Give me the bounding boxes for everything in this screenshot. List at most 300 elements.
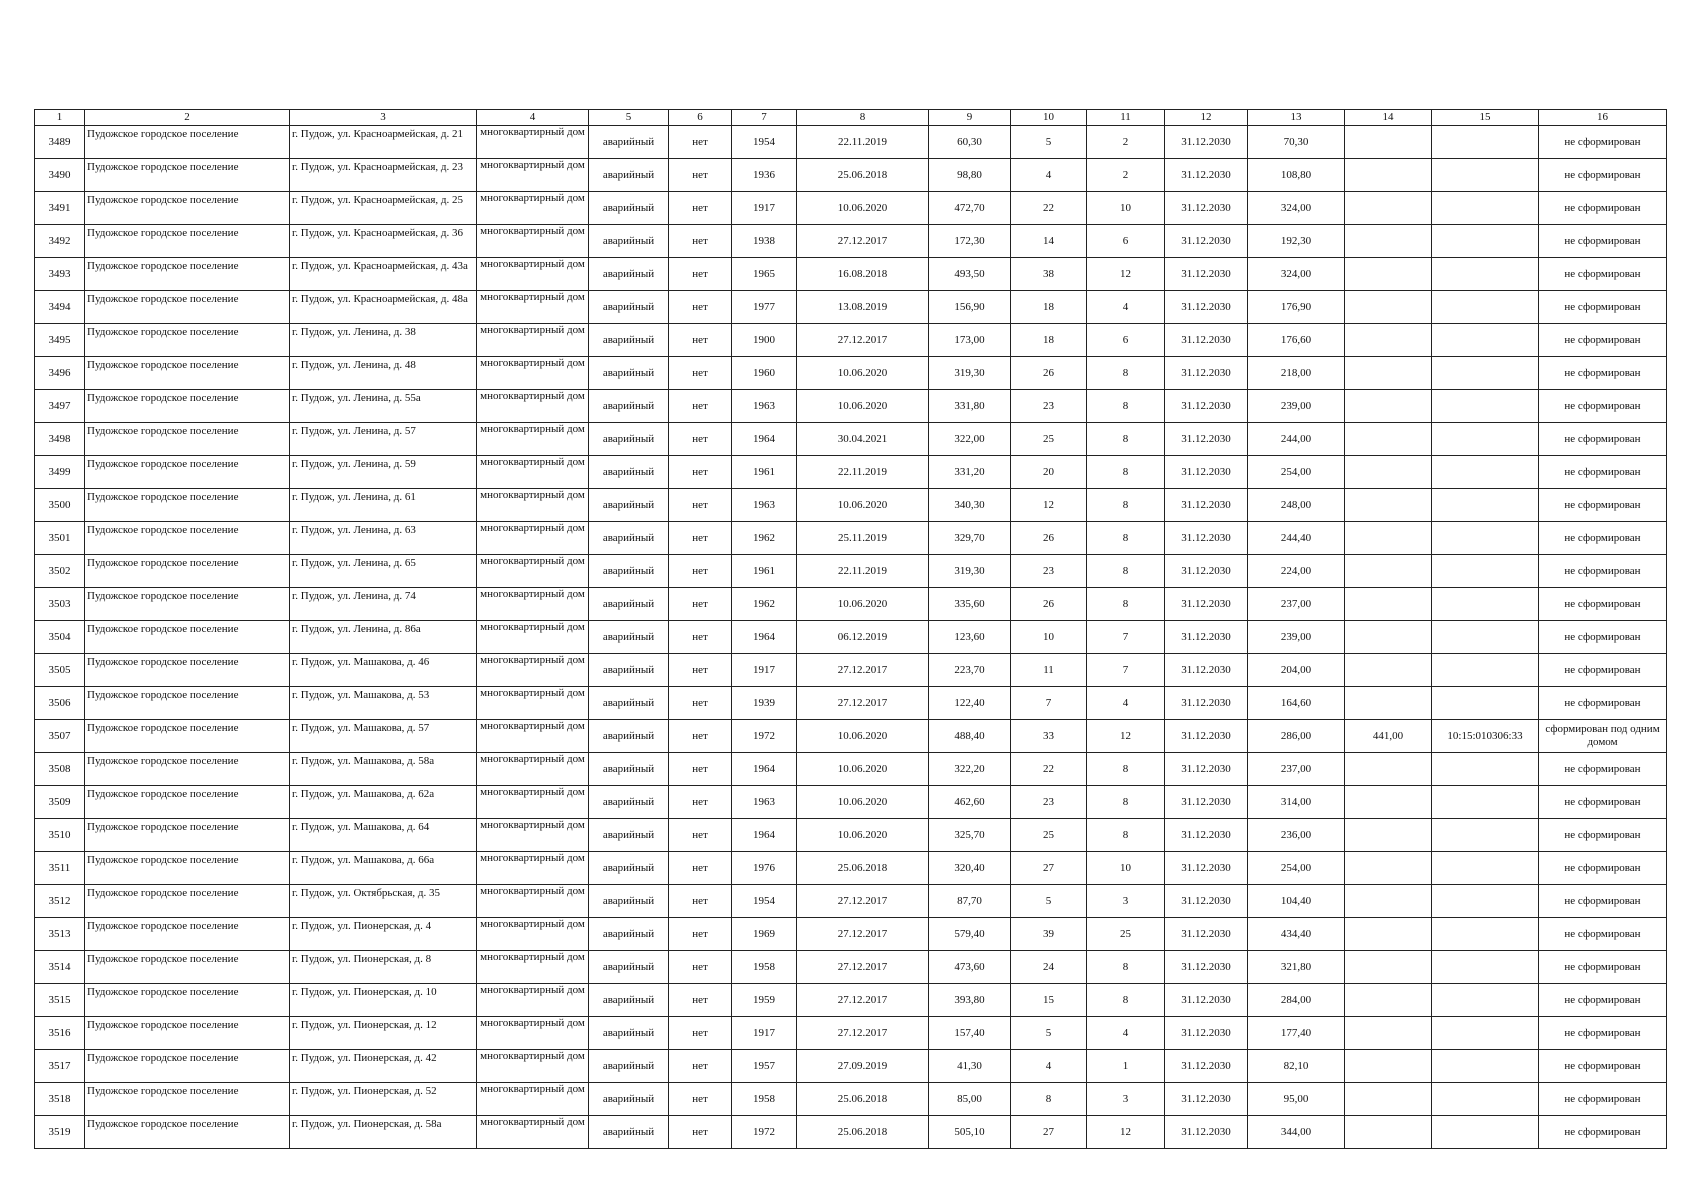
cell-land-status: не сформирован [1539,423,1667,456]
column-header-1: 1 [35,110,85,126]
column-header-13: 13 [1248,110,1345,126]
cell-address: г. Пудож, ул. Ленина, д. 61 [290,489,477,522]
table-row [35,126,1667,159]
cell-condition: аварийный [589,324,669,357]
cell-area-3 [1345,159,1432,192]
cell-land-status: не сформирован [1539,819,1667,852]
cell-building-type: многоквартирный дом [477,1017,589,1050]
cell-year-built: 1958 [732,951,797,984]
cell-land-status: не сформирован [1539,1083,1667,1116]
cell-deadline: 31.12.2030 [1165,522,1248,555]
column-number-header-row [35,110,1667,126]
cell-condition: аварийный [589,621,669,654]
cell-year-built: 1977 [732,291,797,324]
cell-apartments: 7 [1087,654,1165,687]
cell-row-number: 3513 [35,918,85,951]
table-row [35,588,1667,621]
cell-cadastral-number [1432,687,1539,720]
cell-year-built: 1917 [732,1017,797,1050]
cell-area-2: 95,00 [1248,1083,1345,1116]
cell-condition: аварийный [589,555,669,588]
cell-settlement: Пудожское городское поселение [85,885,290,918]
cell-date: 25.06.2018 [797,1116,929,1149]
cell-date: 22.11.2019 [797,555,929,588]
cell-cadastral-number [1432,885,1539,918]
cell-deadline: 31.12.2030 [1165,192,1248,225]
cell-building-type: многоквартирный дом [477,654,589,687]
cell-apartments: 8 [1087,951,1165,984]
cell-cadastral-number [1432,357,1539,390]
table-body [35,126,1667,1149]
cell-flag: нет [669,291,732,324]
cell-settlement: Пудожское городское поселение [85,555,290,588]
cell-row-number: 3508 [35,753,85,786]
cell-row-number: 3493 [35,258,85,291]
cell-area-3 [1345,687,1432,720]
cell-area-3 [1345,753,1432,786]
cell-flag: нет [669,654,732,687]
cell-area: 329,70 [929,522,1011,555]
cell-building-type: многоквартирный дом [477,489,589,522]
cell-row-number: 3505 [35,654,85,687]
cell-cadastral-number [1432,1050,1539,1083]
cell-year-built: 1959 [732,984,797,1017]
cell-apartments: 4 [1087,291,1165,324]
cell-cadastral-number [1432,1017,1539,1050]
cell-residents: 4 [1011,1050,1087,1083]
cell-land-status: не сформирован [1539,852,1667,885]
cell-condition: аварийный [589,258,669,291]
cell-building-type: многоквартирный дом [477,258,589,291]
cell-date: 10.06.2020 [797,192,929,225]
cell-building-type: многоквартирный дом [477,159,589,192]
cell-deadline: 31.12.2030 [1165,258,1248,291]
column-header-11: 11 [1087,110,1165,126]
cell-cadastral-number [1432,390,1539,423]
cell-area: 87,70 [929,885,1011,918]
cell-building-type: многоквартирный дом [477,555,589,588]
cell-residents: 22 [1011,753,1087,786]
table-row [35,753,1667,786]
cell-residents: 14 [1011,225,1087,258]
cell-area-3 [1345,225,1432,258]
cell-area-2: 237,00 [1248,753,1345,786]
cell-residents: 4 [1011,159,1087,192]
cell-residents: 8 [1011,1083,1087,1116]
cell-area: 472,70 [929,192,1011,225]
cell-date: 27.12.2017 [797,918,929,951]
cell-condition: аварийный [589,423,669,456]
cell-apartments: 8 [1087,357,1165,390]
cell-settlement: Пудожское городское поселение [85,951,290,984]
cell-flag: нет [669,225,732,258]
cell-area: 393,80 [929,984,1011,1017]
cell-area-3 [1345,423,1432,456]
cell-area-2: 248,00 [1248,489,1345,522]
cell-settlement: Пудожское городское поселение [85,159,290,192]
cell-area-2: 344,00 [1248,1116,1345,1149]
cell-settlement: Пудожское городское поселение [85,126,290,159]
column-header-16: 16 [1539,110,1667,126]
cell-settlement: Пудожское городское поселение [85,687,290,720]
cell-year-built: 1963 [732,489,797,522]
cell-building-type: многоквартирный дом [477,720,589,753]
cell-row-number: 3499 [35,456,85,489]
cell-date: 10.06.2020 [797,786,929,819]
cell-apartments: 2 [1087,159,1165,192]
cell-apartments: 8 [1087,786,1165,819]
cell-apartments: 10 [1087,192,1165,225]
table-row [35,357,1667,390]
cell-flag: нет [669,456,732,489]
cell-address: г. Пудож, ул. Ленина, д. 57 [290,423,477,456]
cell-deadline: 31.12.2030 [1165,1050,1248,1083]
cell-row-number: 3504 [35,621,85,654]
cell-address: г. Пудож, ул. Ленина, д. 74 [290,588,477,621]
cell-land-status: не сформирован [1539,258,1667,291]
cell-settlement: Пудожское городское поселение [85,1050,290,1083]
cell-deadline: 31.12.2030 [1165,588,1248,621]
cell-row-number: 3501 [35,522,85,555]
cell-flag: нет [669,357,732,390]
table-row [35,456,1667,489]
cell-date: 25.06.2018 [797,852,929,885]
cell-residents: 26 [1011,588,1087,621]
cell-area-2: 239,00 [1248,621,1345,654]
cell-deadline: 31.12.2030 [1165,654,1248,687]
cell-deadline: 31.12.2030 [1165,951,1248,984]
cell-area: 331,20 [929,456,1011,489]
cell-address: г. Пудож, ул. Красноармейская, д. 43а [290,258,477,291]
cell-year-built: 1972 [732,1116,797,1149]
cell-address: г. Пудож, ул. Пионерская, д. 12 [290,1017,477,1050]
cell-row-number: 3500 [35,489,85,522]
cell-apartments: 6 [1087,324,1165,357]
cell-condition: аварийный [589,588,669,621]
cell-date: 10.06.2020 [797,753,929,786]
cell-address: г. Пудож, ул. Машакова, д. 57 [290,720,477,753]
cell-address: г. Пудож, ул. Машакова, д. 46 [290,654,477,687]
cell-deadline: 31.12.2030 [1165,1116,1248,1149]
cell-address: г. Пудож, ул. Октябрьская, д. 35 [290,885,477,918]
cell-land-status: не сформирован [1539,357,1667,390]
column-header-10: 10 [1011,110,1087,126]
cell-area: 322,00 [929,423,1011,456]
cell-settlement: Пудожское городское поселение [85,1116,290,1149]
cell-year-built: 1962 [732,522,797,555]
cell-residents: 22 [1011,192,1087,225]
cell-address: г. Пудож, ул. Машакова, д. 53 [290,687,477,720]
cell-area: 41,30 [929,1050,1011,1083]
cell-building-type: многоквартирный дом [477,1116,589,1149]
cell-cadastral-number [1432,786,1539,819]
cell-flag: нет [669,588,732,621]
cell-cadastral-number [1432,159,1539,192]
cell-area: 223,70 [929,654,1011,687]
cell-condition: аварийный [589,1083,669,1116]
cell-apartments: 8 [1087,588,1165,621]
cell-flag: нет [669,621,732,654]
cell-area-2: 237,00 [1248,588,1345,621]
cell-year-built: 1900 [732,324,797,357]
cell-year-built: 1964 [732,621,797,654]
cell-address: г. Пудож, ул. Красноармейская, д. 21 [290,126,477,159]
cell-row-number: 3492 [35,225,85,258]
cell-year-built: 1969 [732,918,797,951]
cell-building-type: многоквартирный дом [477,126,589,159]
cell-condition: аварийный [589,654,669,687]
cell-area-2: 176,60 [1248,324,1345,357]
cell-area: 505,10 [929,1116,1011,1149]
cell-flag: нет [669,258,732,291]
cell-apartments: 3 [1087,885,1165,918]
table-row [35,258,1667,291]
cell-building-type: многоквартирный дом [477,951,589,984]
cell-year-built: 1917 [732,192,797,225]
cell-cadastral-number [1432,918,1539,951]
cell-deadline: 31.12.2030 [1165,225,1248,258]
table-row [35,324,1667,357]
cell-date: 10.06.2020 [797,357,929,390]
cell-land-status: не сформирован [1539,1116,1667,1149]
cell-land-status: не сформирован [1539,621,1667,654]
cell-building-type: многоквартирный дом [477,819,589,852]
cell-area-3 [1345,918,1432,951]
cell-date: 27.12.2017 [797,324,929,357]
cell-row-number: 3512 [35,885,85,918]
cell-date: 27.12.2017 [797,984,929,1017]
cell-deadline: 31.12.2030 [1165,720,1248,753]
cell-condition: аварийный [589,786,669,819]
table-row [35,1050,1667,1083]
cell-row-number: 3515 [35,984,85,1017]
cell-deadline: 31.12.2030 [1165,885,1248,918]
cell-deadline: 31.12.2030 [1165,819,1248,852]
cell-building-type: многоквартирный дом [477,852,589,885]
cell-area-2: 177,40 [1248,1017,1345,1050]
cell-condition: аварийный [589,951,669,984]
cell-row-number: 3503 [35,588,85,621]
cell-flag: нет [669,159,732,192]
cell-address: г. Пудож, ул. Пионерская, д. 52 [290,1083,477,1116]
cell-address: г. Пудож, ул. Машакова, д. 64 [290,819,477,852]
cell-apartments: 8 [1087,984,1165,1017]
cell-apartments: 3 [1087,1083,1165,1116]
table-row [35,918,1667,951]
cell-settlement: Пудожское городское поселение [85,918,290,951]
column-header-2: 2 [85,110,290,126]
cell-date: 25.06.2018 [797,159,929,192]
cell-settlement: Пудожское городское поселение [85,1017,290,1050]
column-header-15: 15 [1432,110,1539,126]
table-row [35,885,1667,918]
cell-cadastral-number [1432,753,1539,786]
cell-area: 488,40 [929,720,1011,753]
cell-deadline: 31.12.2030 [1165,489,1248,522]
cell-row-number: 3519 [35,1116,85,1149]
cell-cadastral-number [1432,456,1539,489]
cell-residents: 23 [1011,786,1087,819]
cell-row-number: 3494 [35,291,85,324]
cell-apartments: 10 [1087,852,1165,885]
cell-deadline: 31.12.2030 [1165,1017,1248,1050]
cell-land-status: не сформирован [1539,654,1667,687]
cell-date: 25.11.2019 [797,522,929,555]
cell-condition: аварийный [589,456,669,489]
cell-year-built: 1972 [732,720,797,753]
cell-address: г. Пудож, ул. Машакова, д. 58а [290,753,477,786]
table-row [35,819,1667,852]
cell-date: 22.11.2019 [797,456,929,489]
cell-settlement: Пудожское городское поселение [85,621,290,654]
cell-condition: аварийный [589,390,669,423]
cell-flag: нет [669,1050,732,1083]
cell-residents: 18 [1011,291,1087,324]
cell-settlement: Пудожское городское поселение [85,852,290,885]
cell-area-2: 104,40 [1248,885,1345,918]
cell-area-2: 254,00 [1248,852,1345,885]
cell-settlement: Пудожское городское поселение [85,225,290,258]
table-row [35,687,1667,720]
cell-building-type: многоквартирный дом [477,390,589,423]
cell-condition: аварийный [589,819,669,852]
cell-residents: 27 [1011,1116,1087,1149]
cell-residents: 24 [1011,951,1087,984]
cell-year-built: 1954 [732,126,797,159]
cell-residents: 20 [1011,456,1087,489]
cell-cadastral-number [1432,819,1539,852]
cell-apartments: 25 [1087,918,1165,951]
cell-area: 157,40 [929,1017,1011,1050]
cell-condition: аварийный [589,126,669,159]
cell-land-status: не сформирован [1539,159,1667,192]
cell-condition: аварийный [589,357,669,390]
cell-year-built: 1963 [732,390,797,423]
cell-settlement: Пудожское городское поселение [85,984,290,1017]
cell-apartments: 6 [1087,225,1165,258]
cell-land-status: не сформирован [1539,918,1667,951]
cell-residents: 12 [1011,489,1087,522]
cell-settlement: Пудожское городское поселение [85,522,290,555]
cell-date: 27.12.2017 [797,951,929,984]
cell-flag: нет [669,423,732,456]
cell-year-built: 1960 [732,357,797,390]
cell-residents: 25 [1011,819,1087,852]
cell-area-3 [1345,291,1432,324]
cell-settlement: Пудожское городское поселение [85,819,290,852]
cell-condition: аварийный [589,1017,669,1050]
cell-flag: нет [669,918,732,951]
cell-settlement: Пудожское городское поселение [85,489,290,522]
cell-area-3 [1345,786,1432,819]
cell-apartments: 4 [1087,1017,1165,1050]
cell-cadastral-number [1432,588,1539,621]
cell-flag: нет [669,786,732,819]
cell-row-number: 3496 [35,357,85,390]
cell-apartments: 12 [1087,720,1165,753]
cell-condition: аварийный [589,1116,669,1149]
cell-settlement: Пудожское городское поселение [85,753,290,786]
cell-flag: нет [669,390,732,423]
cell-apartments: 8 [1087,489,1165,522]
cell-deadline: 31.12.2030 [1165,621,1248,654]
cell-land-status: не сформирован [1539,126,1667,159]
cell-area-2: 254,00 [1248,456,1345,489]
cell-settlement: Пудожское городское поселение [85,423,290,456]
cell-year-built: 1917 [732,654,797,687]
column-header-4: 4 [477,110,589,126]
cell-cadastral-number [1432,489,1539,522]
cell-deadline: 31.12.2030 [1165,291,1248,324]
cell-address: г. Пудож, ул. Ленина, д. 65 [290,555,477,588]
cell-flag: нет [669,951,732,984]
cell-area-2: 192,30 [1248,225,1345,258]
cell-date: 10.06.2020 [797,489,929,522]
cell-row-number: 3516 [35,1017,85,1050]
cell-residents: 5 [1011,126,1087,159]
cell-condition: аварийный [589,192,669,225]
cell-address: г. Пудож, ул. Ленина, д. 59 [290,456,477,489]
cell-deadline: 31.12.2030 [1165,456,1248,489]
cell-area-3 [1345,819,1432,852]
cell-area-2: 108,80 [1248,159,1345,192]
cell-cadastral-number [1432,291,1539,324]
cell-building-type: многоквартирный дом [477,786,589,819]
cell-land-status: не сформирован [1539,225,1667,258]
cell-residents: 5 [1011,885,1087,918]
cell-flag: нет [669,1083,732,1116]
cell-building-type: многоквартирный дом [477,621,589,654]
cell-area-2: 286,00 [1248,720,1345,753]
cell-apartments: 12 [1087,258,1165,291]
cell-land-status: не сформирован [1539,951,1667,984]
cell-address: г. Пудож, ул. Красноармейская, д. 23 [290,159,477,192]
cell-date: 10.06.2020 [797,390,929,423]
cell-date: 25.06.2018 [797,1083,929,1116]
cell-year-built: 1976 [732,852,797,885]
cell-row-number: 3498 [35,423,85,456]
table-row [35,951,1667,984]
cell-area: 156,90 [929,291,1011,324]
column-header-12: 12 [1165,110,1248,126]
cell-area-3 [1345,1017,1432,1050]
cell-row-number: 3495 [35,324,85,357]
cell-address: г. Пудож, ул. Ленина, д. 55а [290,390,477,423]
cell-condition: аварийный [589,522,669,555]
cell-area-2: 164,60 [1248,687,1345,720]
cell-apartments: 8 [1087,423,1165,456]
cell-area-3 [1345,126,1432,159]
cell-area-2: 324,00 [1248,192,1345,225]
cell-area-3 [1345,1116,1432,1149]
cell-residents: 26 [1011,357,1087,390]
cell-residents: 15 [1011,984,1087,1017]
column-header-9: 9 [929,110,1011,126]
cell-condition: аварийный [589,885,669,918]
cell-land-status: не сформирован [1539,753,1667,786]
cell-flag: нет [669,126,732,159]
cell-area-2: 236,00 [1248,819,1345,852]
cell-area: 319,30 [929,555,1011,588]
cell-deadline: 31.12.2030 [1165,126,1248,159]
cell-settlement: Пудожское городское поселение [85,291,290,324]
cell-date: 27.12.2017 [797,225,929,258]
cell-area-2: 434,40 [1248,918,1345,951]
cell-residents: 23 [1011,555,1087,588]
cell-flag: нет [669,192,732,225]
cell-flag: нет [669,885,732,918]
cell-building-type: многоквартирный дом [477,192,589,225]
